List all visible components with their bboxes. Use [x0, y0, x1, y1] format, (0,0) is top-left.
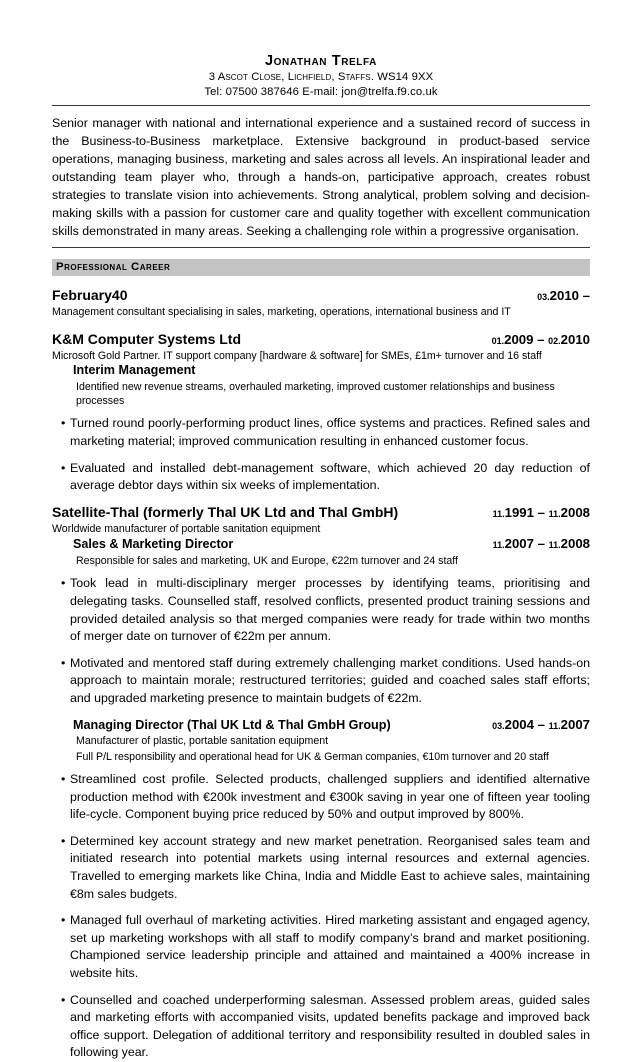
achievement-text: Motivated and mentored staff during extremely challenging market conditions. Used hands-on approach to maintain morale; restructured territories; guided and coached sales staff efforts; and upgraded marketing presence to maintain budgets of €22m.	[70, 655, 590, 705]
achievement-item	[52, 655, 590, 708]
role-date-start-month: 03.	[492, 720, 505, 731]
achievement-item	[52, 575, 590, 645]
date-separator: –	[533, 504, 549, 520]
achievement-item	[52, 912, 590, 982]
job-achievements	[52, 415, 590, 494]
job-header-row	[52, 287, 590, 304]
achievement-text: Took lead in multi-disciplinary merger processes by identifying teams, prioritising and delegating tasks. Counselled staff, resolved conflicts, presented product training sessions and provided detailed analysis so that merged companies were ready for trade within two months of merger date on turnover of €22m per annum.	[70, 576, 590, 644]
job-achievements	[52, 575, 590, 707]
date-separator: –	[579, 288, 590, 304]
role-date-end-year: 2007	[560, 716, 590, 732]
date-separator: –	[533, 331, 549, 347]
job-entry	[52, 504, 590, 708]
address-postcode: WS14 9XX	[377, 71, 434, 84]
job-entry	[52, 331, 590, 495]
job-company: February40	[52, 287, 128, 304]
role-date-start-month: 11.	[492, 540, 505, 551]
candidate-name: Jonathan Trelfa	[265, 53, 377, 69]
achievement-text: Turned round poorly-performing product lines, office systems and practices. Refined sales and marketing material; improved communication resulting in enhanced customer focus.	[70, 416, 590, 449]
job-role-description: Manufacturer of plastic, portable sanitation equipment	[76, 735, 329, 748]
bullet-icon: •	[61, 833, 66, 848]
job-role-title: Managing Director (Thal UK Ltd & Thal GmbH Group)	[73, 717, 391, 732]
job-role-title: Interim Management	[73, 363, 196, 378]
job-header-row	[52, 331, 590, 348]
header-divider-top	[52, 105, 590, 106]
job-role-dates	[493, 536, 590, 552]
achievement-text: Streamlined cost profile. Selected products, challenged suppliers and identified alternative production method with €200k investment and €300k saving in year one of fifteen year tooling life-cycle. Component buying price reduced by 50% and output improved by 800%.	[70, 771, 590, 822]
role-date-end-month: 11.	[548, 720, 561, 731]
job-role-title: Sales & Marketing Director	[73, 537, 234, 552]
date-start-year: 1991	[504, 504, 534, 520]
date-end-year: 2008	[560, 504, 590, 520]
bullet-icon: •	[61, 416, 66, 431]
candidate-address	[52, 70, 590, 85]
date-start-year: 2010	[549, 288, 579, 304]
candidate-contact: Tel: 07500 387646 E-mail: jon@trelfa.f9.co.uk	[204, 86, 438, 99]
job-achievements	[52, 771, 590, 1062]
achievement-item	[52, 992, 590, 1062]
section-heading-professional-career: Professional Career	[52, 259, 590, 277]
role-date-start-year: 2007	[504, 536, 534, 552]
date-end-month: 02.	[548, 335, 561, 346]
achievement-text: Counselled and coached underperforming salesman. Assessed problem areas, guided sales and marketing efforts with accompanied visits, updated benefits package and improved back office support. Delegation of additional territory and responsibility resulted in doubled sales in following year.	[70, 992, 590, 1060]
role-date-separator: –	[533, 716, 549, 732]
date-start-month: 01.	[491, 335, 505, 346]
achievement-text: Evaluated and installed debt-management software, which achieved 20 day reduction of average debtor days within six weeks of implementation.	[70, 460, 590, 493]
job-company: K&M Computer Systems Ltd	[52, 330, 242, 347]
achievement-text: Managed full overhaul of marketing activities. Hired marketing assistant and engaged agency, set up marketing workshops with all staff to modify company’s brand and market positioning. Championed service leadership principle and attained and maintained a 400% increase in website hits.	[70, 913, 590, 980]
bullet-icon: •	[61, 992, 66, 1007]
job-description: Management consultant specialising in sales, marketing, operations, international business and IT	[52, 306, 511, 319]
role-header-row	[52, 536, 590, 553]
job-description: Microsoft Gold Partner. IT support company [hardware & software] for SMEs, £1m+ turnover and 16 staff	[52, 349, 542, 362]
achievement-item	[52, 460, 590, 495]
achievement-text: Determined key account strategy and new market penetration. Reorganised sales team and initiated research into potential markets using internal resources and external agencies. Travelled to emerging markets like China, India and Middle East to achieve sales, maintaining €8m sales budgets.	[70, 833, 590, 901]
job-header-row	[52, 504, 590, 521]
bullet-icon: •	[61, 460, 66, 475]
job-entry	[52, 287, 590, 319]
job-role-description-secondary: Full P/L responsibility and operational head for UK & German companies, €10m turnover and 20 staff	[76, 750, 549, 763]
role-header-row	[52, 717, 590, 734]
bullet-icon: •	[61, 771, 66, 786]
role-date-end-month: 11.	[548, 540, 561, 551]
role-date-separator: –	[533, 536, 549, 552]
job-dates	[492, 332, 590, 348]
role-header-row	[52, 363, 590, 379]
date-end-year: 2010	[560, 331, 590, 347]
job-entry	[52, 717, 590, 1062]
achievement-item	[52, 415, 590, 450]
job-role-description: Responsible for sales and marketing, UK and Europe, €22m turnover and 24 staff	[76, 555, 458, 567]
job-role-description: Identified new revenue streams, overhauled marketing, improved customer relationships and business processes	[76, 380, 555, 408]
bullet-icon: •	[61, 655, 66, 670]
header-divider-bottom	[52, 247, 590, 248]
date-end-month: 11.	[548, 508, 561, 519]
job-dates	[493, 505, 590, 521]
date-start-month: 11.	[492, 508, 505, 519]
job-dates	[537, 288, 590, 304]
document-header	[52, 52, 590, 100]
role-date-start-year: 2004	[504, 716, 534, 732]
address-street: 3 Ascot Close, Lichfield, Staffs.	[208, 71, 374, 84]
job-role-dates	[492, 717, 590, 733]
achievement-item	[52, 771, 590, 824]
date-start-year: 2009	[504, 331, 534, 347]
job-company: Satellite-Thal (formerly Thal UK Ltd and Thal GmbH)	[52, 503, 399, 520]
profile-summary: Senior manager with national and international experience and a sustained record of success in the Business-to-Business marketplace. Extensive background in product-based service operations, managing business, marketing and sales across all levels. An inspirational leader and outstanding team player who, through a hands-on, participative approach, creates robust strategies to translate vision into achievements. Strong analytical, problem solving and decision-making skills with a passion for customer care and quality together with excellent communication skills demonstrated in many areas. Seeking a challenging role within a progressive organisation.	[52, 115, 590, 238]
role-date-end-year: 2008	[560, 536, 590, 552]
date-start-month: 03.	[537, 292, 550, 303]
bullet-icon: •	[61, 576, 66, 591]
bullet-icon: •	[61, 913, 66, 928]
job-description: Worldwide manufacturer of portable sanitation equipment	[52, 522, 321, 535]
achievement-item	[52, 833, 590, 903]
